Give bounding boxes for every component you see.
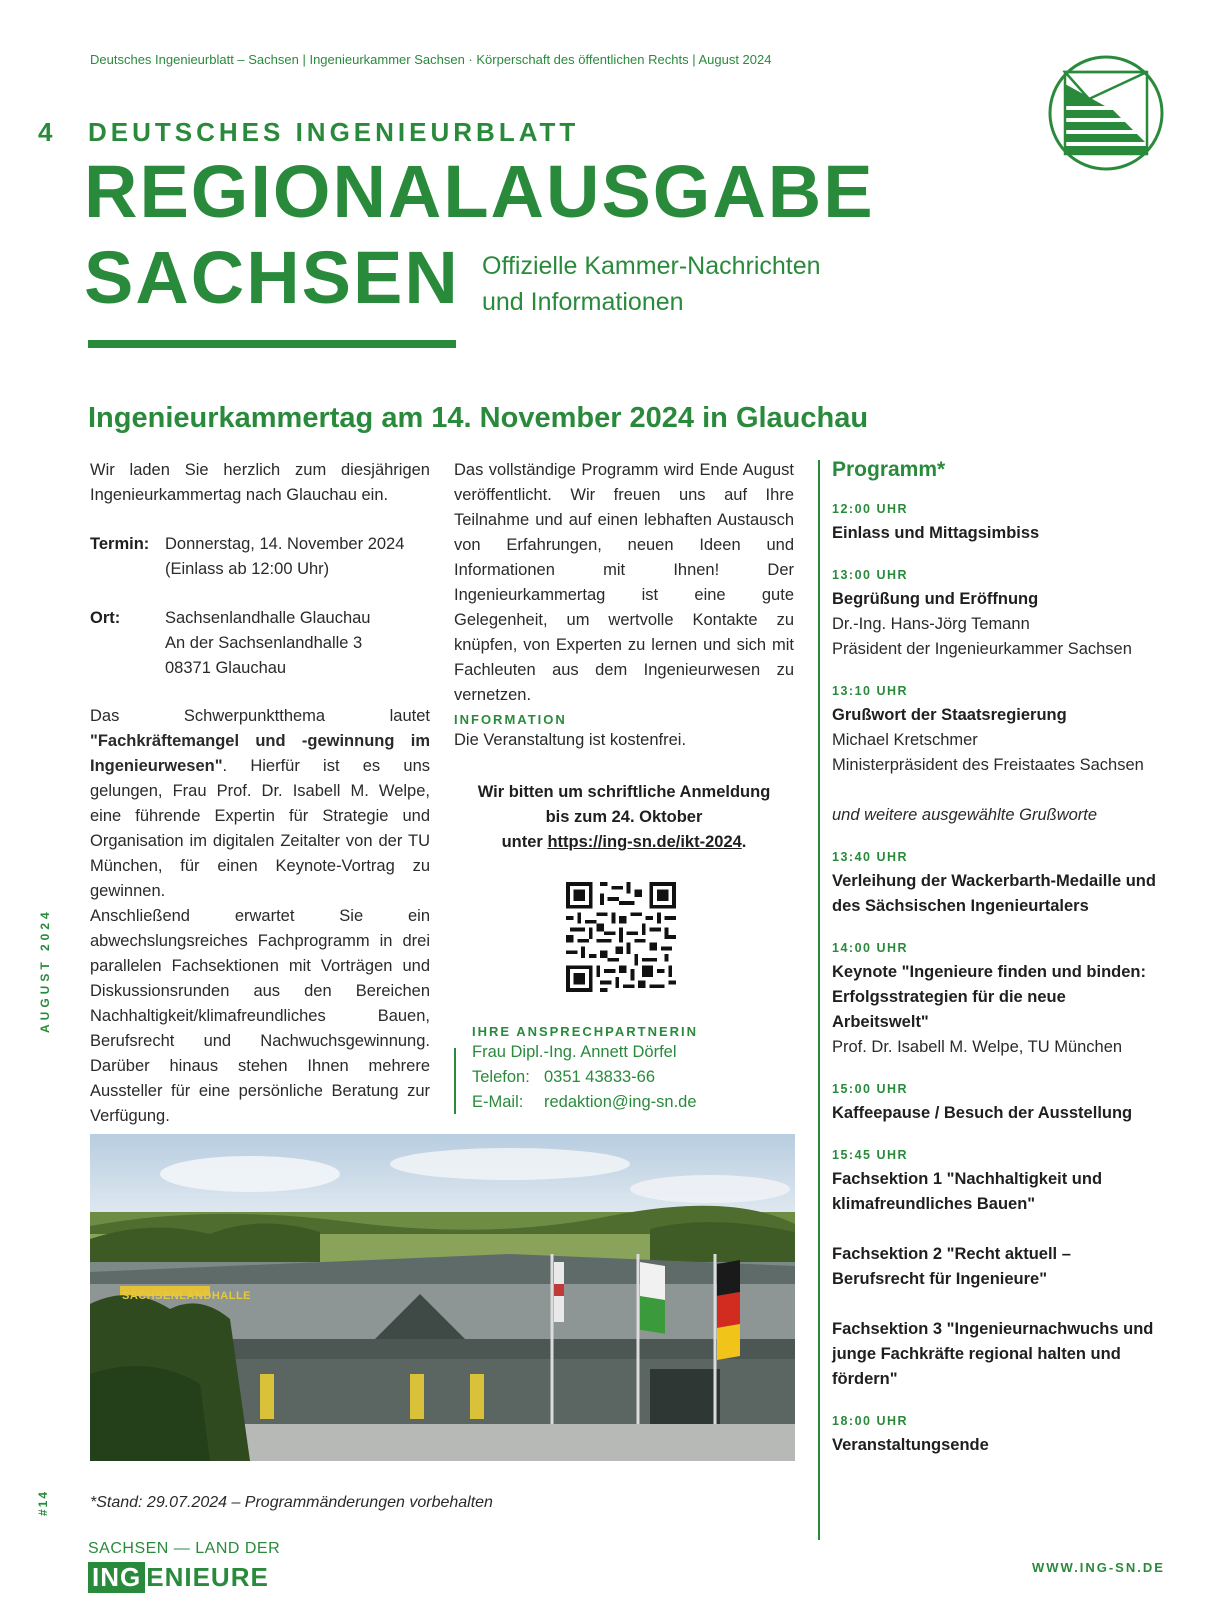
focus-topic: "Fachkräftemangel und -gewinnung im Ingenieurwesen" [90, 732, 430, 775]
program-item-title: Grußwort der Staatsregierung [832, 706, 1067, 724]
side-date-text: AUGUST 2024 [38, 908, 52, 1033]
brand-line-1: SACHSEN — LAND DER [88, 1540, 281, 1557]
termin-block [90, 532, 430, 582]
program-item-title: Keynote "Ingenieure finden und binden: Erfolgsstrategien für die neue Arbeitswelt" [832, 963, 1146, 1031]
program-item [832, 850, 1162, 919]
side-date [36, 905, 56, 1035]
termin-line-2: (Einlass ab 12:00 Uhr) [165, 560, 330, 578]
program-time: 14:00 UHR [832, 941, 909, 955]
contact-heading: IHRE ANSPRECHPARTNERIN [472, 1024, 699, 1039]
info-heading: INFORMATION [454, 712, 567, 727]
program-item-desc: Präsident der Ingenieurkammer Sachsen [832, 640, 1132, 658]
contact-bar [454, 1048, 456, 1114]
side-issue-text: #14 [36, 1489, 51, 1517]
program-time: 13:10 UHR [832, 684, 909, 698]
subtitle-line-1: Offizielle Kammer-Nachrichten [482, 252, 821, 280]
program-item-note: und weitere ausgewählte Grußworte [832, 806, 1098, 824]
focus-paragraph [90, 704, 430, 904]
program-item-title: Verleihung der Wackerbarth-Medaille und des Sächsischen Ingenieurtalers [832, 872, 1156, 915]
brand-rest: ENIEURE [146, 1562, 269, 1592]
program-item-desc: Michael Kretschmer [832, 731, 978, 749]
article-headline: Ingenieurkammertag am 14. November 2024 in Glauchau [88, 402, 869, 434]
program-item-desc: Prof. Dr. Isabell M. Welpe, TU München [832, 1038, 1123, 1056]
website-link[interactable]: WWW.ING-SN.DE [1032, 1560, 1165, 1575]
program-item [832, 1414, 1162, 1458]
title-line-2: SACHSEN [84, 236, 460, 319]
intro-paragraph: Wir laden Sie herzlich zum diesjährigen Ingenieurkammertag nach Glauchau ein. [90, 461, 430, 504]
brand-logo [88, 1562, 269, 1593]
termin-line-1: Donnerstag, 14. November 2024 [165, 535, 405, 553]
registration-block [454, 780, 794, 855]
focus-pre: Das Schwerpunktthema lautet [90, 707, 430, 725]
program-item [832, 1148, 1162, 1392]
program-item-title: Fachsektion 3 "Ingenieurnachwuchs und junge Fachkräfte regional halten und fördern" [832, 1320, 1154, 1388]
email-address[interactable]: redaktion@ing-sn.de [544, 1093, 697, 1111]
ort-line-2: An der Sachsenlandhalle 3 [165, 634, 363, 652]
program-item [832, 941, 1162, 1060]
email-label: E-Mail: [472, 1093, 524, 1111]
subtitle-line-2: und Informationen [482, 288, 684, 316]
publication-kicker: DEUTSCHES INGENIEURBLATT [88, 117, 580, 147]
phone-label: Telefon: [472, 1068, 530, 1086]
program-item [832, 502, 1162, 546]
title-line-1: REGIONALAUSGABE [84, 150, 875, 233]
subtitle [482, 248, 821, 320]
page-number: 4 [38, 117, 53, 147]
program-time: 18:00 UHR [832, 1414, 909, 1428]
ort-line-3: 08371 Glauchau [165, 659, 287, 677]
program-item-title: Einlass und Mittagsimbiss [832, 524, 1040, 542]
program-item-title: Kaffeepause / Besuch der Ausstellung [832, 1104, 1133, 1122]
program-title: Programm* [832, 458, 946, 481]
contact-block [472, 1040, 792, 1115]
ort-block [90, 606, 430, 681]
program-item-title: Fachsektion 1 "Nachhaltigkeit und klimafreundliches Bauen" [832, 1170, 1103, 1213]
termin-label: Termin: [90, 535, 150, 553]
program-item-title: Veranstaltungsende [832, 1436, 989, 1454]
program-sidebar [832, 458, 1162, 1458]
registration-line-2: bis zum 24. Oktober [545, 808, 703, 826]
program-item-desc: Ministerpräsident des Freistaates Sachsen [832, 756, 1144, 774]
registration-line-1: Wir bitten um schriftliche Anmeldung [477, 783, 771, 801]
side-issue [36, 1484, 56, 1524]
program-time: 12:00 UHR [832, 502, 909, 516]
info-text: Die Veranstaltung ist kostenfrei. [454, 731, 687, 749]
program-time: 15:00 UHR [832, 1082, 909, 1096]
program-divider [818, 460, 820, 1540]
phone-number[interactable]: 0351 43833-66 [544, 1068, 656, 1086]
focus-post: . Hierfür ist es uns gelungen, Frau Prof. Dr. Isabell M. Welpe, eine führende Expertin für Strategie und Organisation im digitalen Zeitalter von der TU München, für einen Keynote-Vortrag zu gewinnen. [90, 757, 430, 900]
photo-sign: SACHSENLANDHALLE [122, 1290, 251, 1302]
contact-name: Frau Dipl.-Ing. Annett Dörfel [472, 1043, 677, 1061]
program-item-desc: Dr.-Ing. Hans-Jörg Temann [832, 615, 1030, 633]
ort-line-1: Sachsenlandhalle Glauchau [165, 609, 371, 627]
program-item [832, 684, 1162, 828]
program-paragraph: Anschließend erwartet Sie ein abwechslungsreiches Fachprogramm in drei parallelen Fachsektionen mit Vorträgen und Diskussionsrunden aus den Bereichen Nachhaltigkeit/klimafreundliches Bauen, Berufsrecht und Nachwuchsgewinnung. Darüber hinaus stehen Ihnen mehrere Aussteller für eine persönliche Beratung zur Verfügung. [90, 907, 430, 1125]
header-topline: Deutsches Ingenieurblatt – Sachsen | Ingenieurkammer Sachsen · Körperschaft des öffentlichen Rechts | August 2024 [90, 52, 772, 67]
program-item [832, 568, 1162, 662]
chamber-logo-icon [1047, 54, 1165, 172]
program-item-title: Fachsektion 2 "Recht aktuell – Berufsrecht für Ingenieure" [832, 1245, 1071, 1288]
program-item-title: Begrüßung und Eröffnung [832, 590, 1039, 608]
qr-code-icon[interactable] [566, 882, 676, 992]
brand-ing: ING [88, 1562, 145, 1593]
registration-post: . [741, 833, 747, 851]
registration-pre: unter [501, 833, 548, 851]
ort-label: Ort: [90, 609, 121, 627]
title-rule [88, 340, 456, 348]
footnote: *Stand: 29.07.2024 – Programmänderungen vorbehalten [90, 1494, 493, 1511]
program-time: 13:00 UHR [832, 568, 909, 582]
program-item [832, 1082, 1162, 1126]
registration-link[interactable]: https://ing-sn.de/ikt-2024 [547, 833, 742, 851]
program-time: 15:45 UHR [832, 1148, 909, 1162]
program-time: 13:40 UHR [832, 850, 909, 864]
col2-paragraph: Das vollständige Programm wird Ende August veröffentlicht. Wir freuen uns auf Ihre Teilnahme und auf einen lebhaften Austausch von Erfahrungen, neuen Ideen und Informationen mit Ihnen! Der Ingenieurkammertag ist eine gute Gelegenheit, um wertvolle Kontakte zu knüpfen, von Experten zu lernen und sich mit Fachleuten aus dem Ingenieurwesen zu vernetzen. [454, 461, 794, 704]
